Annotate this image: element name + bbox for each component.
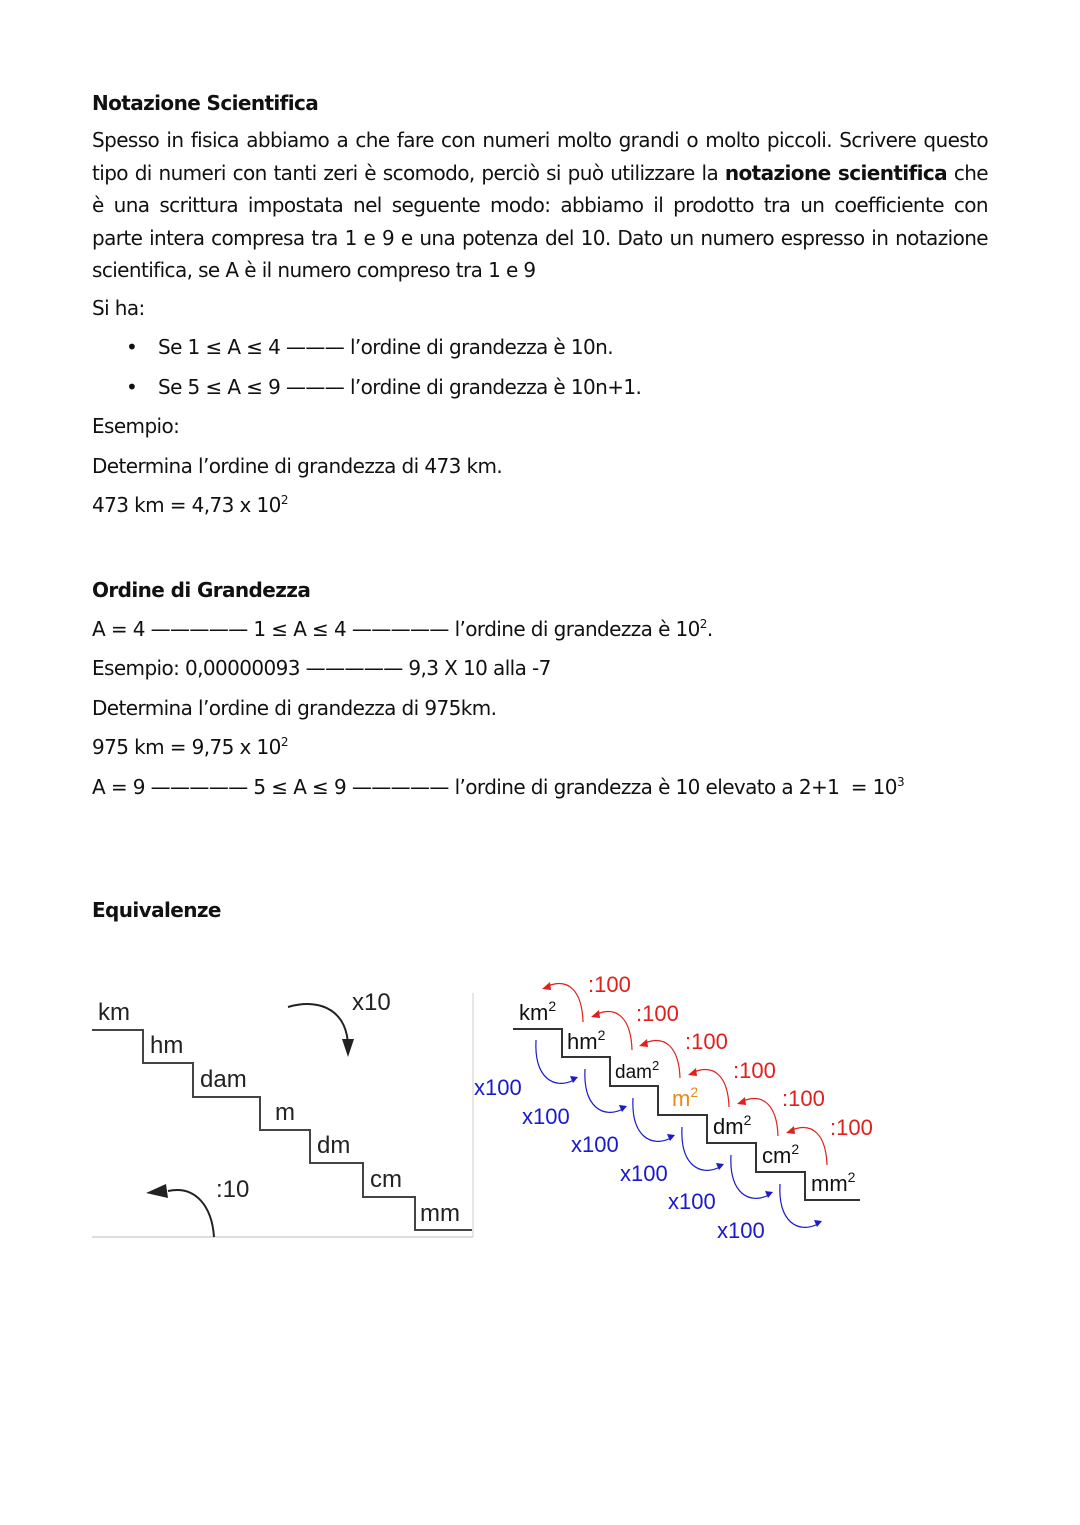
unit-mm2: $mm^2$ xyxy=(811,1169,856,1196)
order-line-3: Determina l’ordine di grandezza di 975km. xyxy=(92,695,497,720)
unit-dam: dam xyxy=(200,1066,247,1093)
unit-dm: dm xyxy=(317,1132,351,1159)
multiply-100-label: x100 xyxy=(571,1132,619,1157)
unit-km2: $km^2$ xyxy=(519,998,557,1025)
bullet-icon: • xyxy=(126,335,138,359)
si-ha-label: Si ha: xyxy=(92,295,145,320)
unit-hm: hm xyxy=(150,1032,184,1059)
bullet-item: • Se 5 ≤ A ≤ 9 ——— l’ordine di grandezza è 10n+1. xyxy=(92,368,988,408)
order-line-2: Esempio: 0,00000093 ————— 9,3 X 10 alla -7 xyxy=(92,656,551,680)
unit-dam2: dam$^2$ xyxy=(615,1058,660,1083)
unit-mm: mm xyxy=(420,1200,460,1227)
divide-100-label: :100 xyxy=(782,1086,825,1111)
curved-arrow-up-icon xyxy=(146,1184,214,1237)
multiply-100-label: x100 xyxy=(668,1189,716,1214)
paragraph-text: Spesso in fisica abbiamo a che fare con numeri molto grandi o molto piccoli. Scrivere questo tipo di numeri con tanti zeri è scomodo, perciò si può utilizzare la xyxy=(92,128,988,185)
heading-order-of-magnitude: Ordine di Grandezza xyxy=(92,577,311,602)
order-line-5: A = 9 ————— 5 ≤ A ≤ 9 ————— l’ordine di grandezza è 10 elevato a $2+1 = 10^3$ xyxy=(92,774,904,799)
multiply-10-label: x10 xyxy=(352,989,391,1016)
multiply-100-label: x100 xyxy=(620,1161,668,1186)
order-line-4: 975 km = 9,75 x $10^2$ xyxy=(92,735,288,759)
unit-dm2: $dm^2$ xyxy=(713,1112,752,1139)
square-units-staircase-diagram xyxy=(470,960,890,1250)
divide-100-label: :100 xyxy=(588,972,631,997)
divide-100-label: :100 xyxy=(733,1058,776,1083)
heading-equivalences: Equivalenze xyxy=(92,898,221,922)
unit-km: km xyxy=(98,999,130,1026)
paragraph-text: che è una scrittura impostata nel seguente modo: abbiamo il prodotto tra un coefficiente con parte intera compresa tra 1 e 9 e una potenza del 10. Dato un numero espresso in notazione scientifica, se A è il numero compreso tra 1 e 9 xyxy=(92,160,988,282)
multiply-100-label: x100 xyxy=(522,1104,570,1129)
multiply-100-label: x100 xyxy=(717,1218,765,1243)
bold-term: notazione scientifica xyxy=(724,160,948,185)
heading-scientific-notation: Notazione Scientifica xyxy=(92,91,319,115)
linear-units-staircase-diagram xyxy=(88,985,478,1245)
example-equation: 473 km = 4,73 x $10^2$ xyxy=(92,493,288,517)
unit-cm: cm xyxy=(370,1166,402,1193)
unit-hm2: $hm^2$ xyxy=(567,1027,606,1054)
divide-10-label: :10 xyxy=(216,1176,250,1203)
divide-100-label: :100 xyxy=(685,1029,728,1054)
document-page xyxy=(92,86,988,927)
unit-m2-highlighted: $m^2$ xyxy=(672,1084,699,1111)
order-line-1: A = 4 ————— 1 ≤ A ≤ 4 ————— l’ordine di grandezza è $10^2$. xyxy=(92,616,713,641)
multiply-100-label: x100 xyxy=(474,1075,522,1100)
paragraph-scientific-notation xyxy=(92,124,988,287)
bullet-icon: • xyxy=(126,374,138,399)
bullet-item: • Se 1 ≤ A ≤ 4 ——— l’ordine di grandezza è 10n. xyxy=(92,328,988,368)
unit-cm2: $cm^2$ xyxy=(762,1141,800,1168)
divide-100-label: :100 xyxy=(636,1001,679,1026)
divide-100-label: :100 xyxy=(830,1115,873,1140)
curved-arrow-down-icon xyxy=(288,1004,354,1057)
unit-m: m xyxy=(275,1099,295,1126)
example-label: Esempio: xyxy=(92,414,180,438)
example-task: Determina l’ordine di grandezza di 473 km. xyxy=(92,453,503,478)
